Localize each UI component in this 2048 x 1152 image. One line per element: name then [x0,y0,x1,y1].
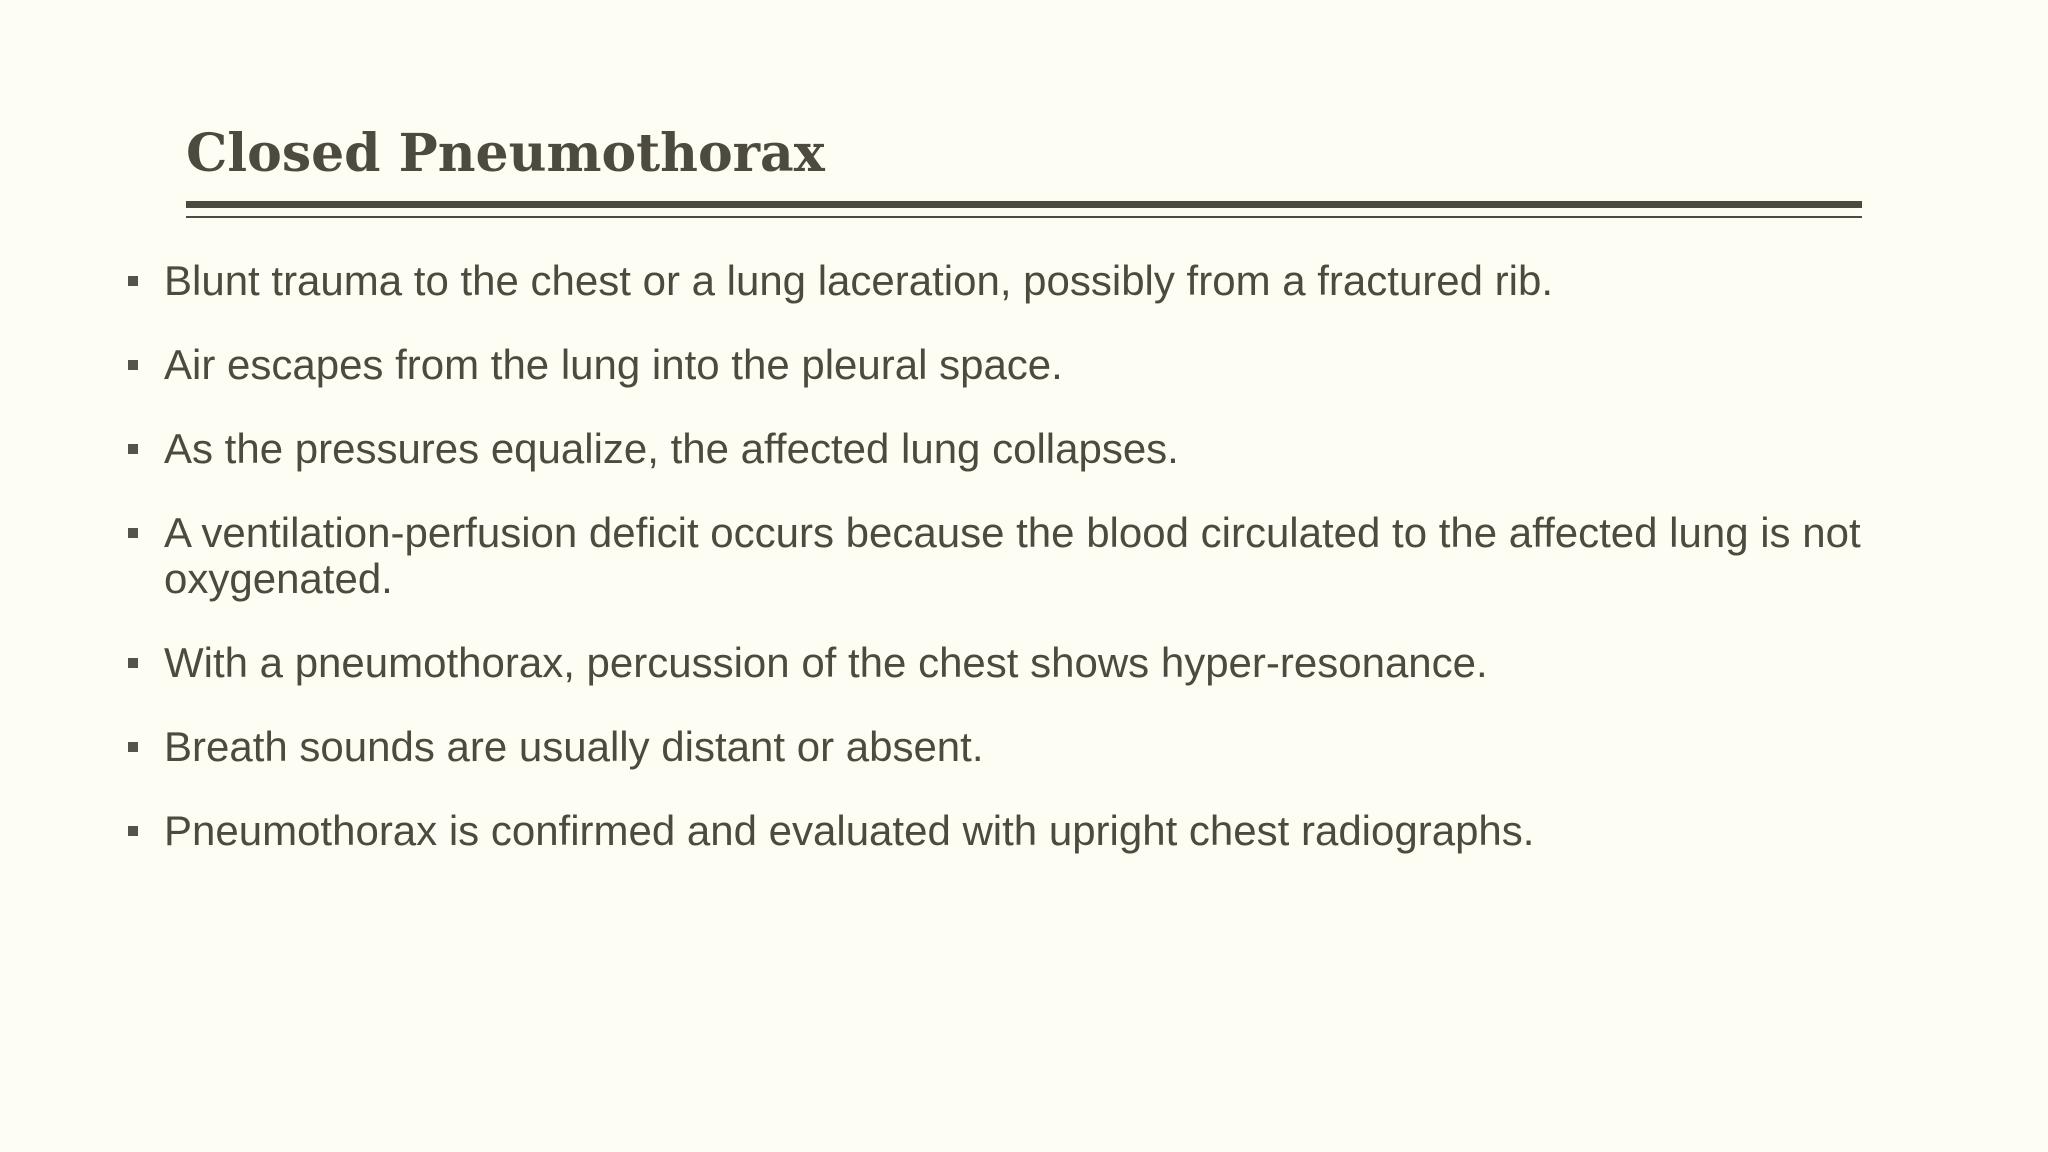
square-bullet-icon [128,742,138,752]
bullet-item [124,640,1914,686]
square-bullet-icon [128,658,138,668]
square-bullet-icon [128,360,138,370]
square-bullet-icon [128,276,138,286]
bullet-item [124,510,1914,602]
bullet-text: Pneumothorax is confirmed and evaluated with upright chest radiographs. [164,807,1535,854]
square-bullet-icon [128,444,138,454]
bullet-text: Air escapes from the lung into the pleural space. [164,341,1063,388]
bullet-text: Breath sounds are usually distant or absent. [164,723,984,770]
slide-title: Closed Pneumothorax [186,123,825,184]
bullet-text: A ventilation-perfusion deficit occurs because the blood circulated to the affected lung is not oxygenated. [164,509,1861,602]
bullet-item [124,808,1914,854]
square-bullet-icon [128,826,138,836]
bullet-text: As the pressures equalize, the affected lung collapses. [164,425,1179,472]
bullet-text: With a pneumothorax, percussion of the chest shows hyper-resonance. [164,639,1488,686]
title-underline-thin [186,216,1862,218]
bullet-list [124,258,1914,892]
title-underline-thick [186,201,1862,208]
bullet-item [124,342,1914,388]
bullet-item [124,426,1914,472]
square-bullet-icon [128,528,138,538]
bullet-item [124,258,1914,304]
bullet-item [124,724,1914,770]
bullet-text: Blunt trauma to the chest or a lung laceration, possibly from a fractured rib. [164,257,1554,304]
